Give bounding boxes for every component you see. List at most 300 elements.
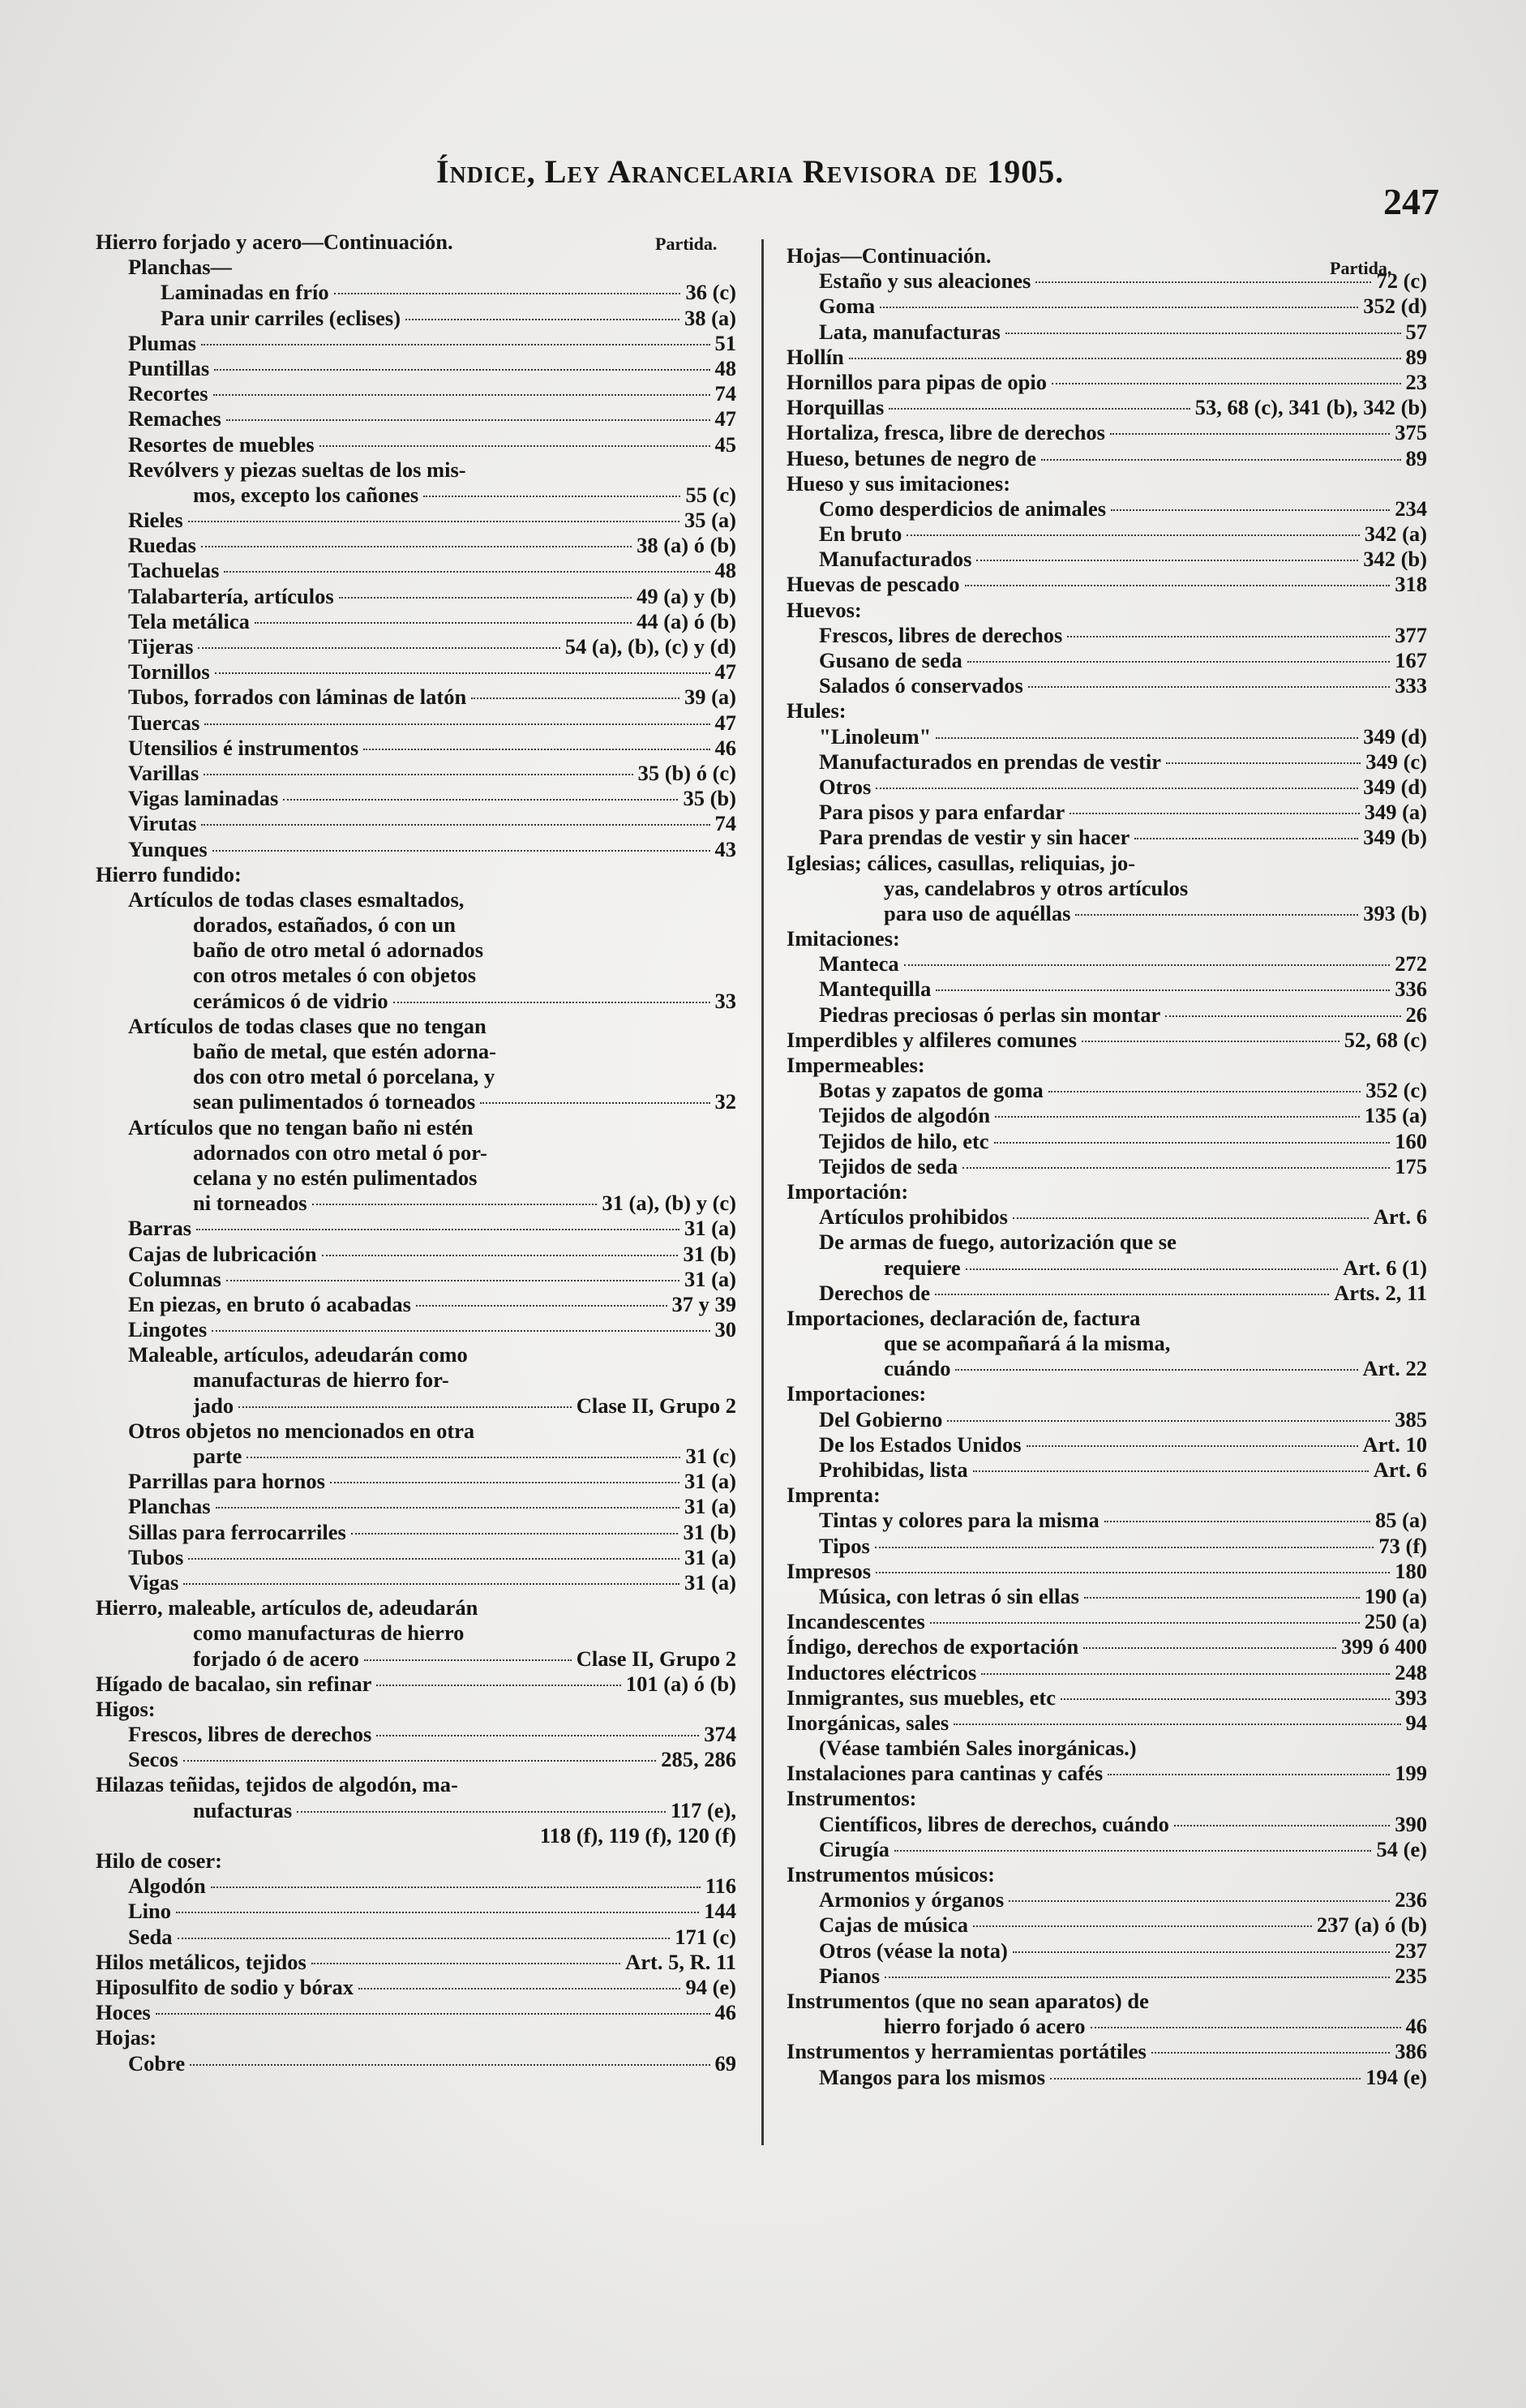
entry-label: yas, candelabros y otros artículos	[884, 875, 1189, 900]
index-entry	[96, 406, 736, 431]
dot-leader	[213, 394, 710, 396]
entry-partida-ref: 336	[1395, 977, 1427, 1002]
entry-label: Secos	[128, 1747, 178, 1772]
index-entry	[96, 1950, 736, 1975]
dot-leader	[364, 1659, 572, 1661]
index-entry	[96, 1722, 736, 1747]
entry-label: ni torneados	[193, 1191, 307, 1216]
entry-partida-ref: 73 (f)	[1378, 1533, 1427, 1558]
entry-label: Hueso, betunes de negro de	[787, 445, 1036, 470]
entry-label: Hilo de coser:	[96, 1848, 223, 1873]
entry-label: Para pisos y para enfardar	[819, 800, 1065, 825]
index-entry	[96, 1191, 736, 1216]
entry-partida-ref: 199	[1395, 1761, 1427, 1786]
column-divider	[761, 239, 764, 2145]
entry-label: Hules:	[787, 698, 847, 723]
index-entry	[96, 356, 736, 381]
entry-partida-ref: 399 ó 400	[1341, 1634, 1427, 1659]
entry-partida-ref: Art. 5, R. 11	[625, 1949, 736, 1974]
index-entry	[96, 1570, 736, 1595]
entry-label: Revólvers y piezas sueltas de los mis-	[128, 457, 466, 482]
index-entry	[96, 1140, 736, 1165]
page-number: 247	[1383, 181, 1439, 222]
entry-label: adornados con otro metal ó por-	[193, 1140, 487, 1165]
entry-label: Tejidos de algodón	[819, 1103, 991, 1128]
entry-partida-ref: 89	[1405, 445, 1427, 470]
dot-leader	[246, 1457, 680, 1458]
entry-label: Importaciones:	[787, 1381, 927, 1406]
entry-label: cerámicos ó de vidrio	[193, 988, 388, 1013]
index-entry	[96, 1520, 736, 1545]
entry-partida-ref: 180	[1395, 1558, 1427, 1583]
index-entry	[96, 609, 736, 634]
entry-label: con otros metales ó con objetos	[193, 963, 477, 988]
dot-leader	[319, 445, 710, 447]
index-entry	[787, 1204, 1427, 1230]
index-entry	[96, 1772, 736, 1797]
entry-partida-ref: 31 (a)	[684, 1494, 736, 1519]
index-entry	[787, 1154, 1427, 1179]
index-entry	[96, 1848, 736, 1874]
entry-label: Armonios y órganos	[819, 1887, 1005, 1912]
entry-label: Salados ó conservados	[819, 673, 1023, 698]
entry-label: para uso de aquéllas	[884, 900, 1071, 925]
dot-leader	[1165, 1015, 1400, 1017]
entry-label: Tijeras	[128, 634, 194, 659]
dot-leader	[393, 1002, 710, 1003]
index-entry	[787, 1078, 1427, 1103]
dot-leader	[880, 307, 1358, 308]
index-entry	[96, 1242, 736, 1267]
entry-partida-ref: 250 (a)	[1364, 1609, 1427, 1634]
entry-label: Instrumentos (que no sean aparatos) de	[787, 1988, 1149, 2013]
entry-partida-ref: Arts. 2, 11	[1334, 1280, 1427, 1305]
entry-label: Artículos de todas clases que no tengan	[128, 1013, 487, 1038]
entry-label: Planchas—	[128, 255, 233, 280]
entry-partida-ref: 31 (b)	[683, 1519, 736, 1544]
entry-label: Hornillos para pipas de opio	[787, 369, 1048, 394]
dot-leader	[1061, 1698, 1390, 1700]
dot-leader	[1104, 1521, 1370, 1522]
dot-leader	[330, 1482, 679, 1483]
entry-label: Lata, manufacturas	[819, 319, 1001, 344]
index-entry	[96, 1595, 736, 1620]
entry-partida-ref: 342 (a)	[1364, 522, 1427, 547]
index-entry	[787, 345, 1427, 370]
dot-leader	[1067, 636, 1390, 637]
dot-leader	[904, 964, 1391, 966]
entry-partida-ref: 47	[714, 659, 736, 685]
entry-label: Talabartería, artículos	[128, 583, 334, 608]
index-entry	[787, 598, 1427, 623]
dot-leader	[216, 1507, 679, 1509]
entry-label: (Véase también Sales inorgánicas.)	[819, 1736, 1137, 1761]
entry-label: Planchas	[128, 1494, 211, 1519]
entry-partida-ref: 47	[714, 406, 736, 431]
entry-partida-ref: 349 (d)	[1363, 774, 1427, 799]
index-entry	[787, 977, 1427, 1002]
index-entry	[96, 887, 736, 912]
entry-label: Imperdibles y alfileres comunes	[787, 1027, 1077, 1052]
dot-leader	[875, 1547, 1374, 1548]
entry-partida-ref: 94	[1405, 1710, 1427, 1735]
entry-partida-ref: 385	[1395, 1406, 1427, 1431]
dot-leader	[885, 1977, 1390, 1978]
entry-label: Hilos metálicos, tejidos	[96, 1949, 306, 1974]
entry-partida-ref: 349 (b)	[1363, 825, 1427, 850]
entry-label: Hierro forjado y acero—Continuación.	[96, 230, 453, 254]
index-entry	[96, 1747, 736, 1772]
dot-leader	[1151, 2052, 1390, 2054]
entry-label: Científicos, libres de derechos, cuándo	[819, 1811, 1169, 1836]
entry-partida-ref: 235	[1395, 1963, 1427, 1988]
entry-partida-ref: 47	[714, 710, 736, 735]
dot-leader	[212, 850, 710, 852]
entry-label: Impermeables:	[787, 1053, 925, 1077]
index-entry	[787, 1837, 1427, 1862]
entry-partida-ref: 57	[1405, 319, 1427, 344]
index-entry	[787, 698, 1427, 723]
index-entry	[96, 331, 736, 356]
entry-label: Gusano de seda	[819, 648, 962, 672]
index-entry	[787, 800, 1427, 825]
index-entry	[787, 1534, 1427, 1559]
index-entry	[96, 1216, 736, 1241]
index-entry	[787, 724, 1427, 749]
index-entry	[96, 483, 736, 508]
index-entry	[96, 786, 736, 811]
index-entry	[787, 1281, 1427, 1306]
entry-partida-ref: 194 (e)	[1365, 2064, 1427, 2089]
entry-partida-ref: 48	[714, 355, 736, 380]
entry-partida-ref: 35 (a)	[684, 508, 736, 533]
dot-leader	[947, 1420, 1390, 1422]
dot-leader	[211, 1886, 701, 1888]
index-entry	[96, 736, 736, 761]
entry-partida-ref: 89	[1405, 344, 1427, 369]
entry-label: Música, con letras ó sin ellas	[819, 1583, 1079, 1608]
entry-label: Iglesias; cálices, casullas, reliquias, jo-	[787, 850, 1136, 875]
entry-label: Algodón	[128, 1874, 206, 1899]
entry-partida-ref: 23	[1405, 369, 1427, 394]
index-entry	[96, 381, 736, 406]
entry-label: Instrumentos músicos:	[787, 1862, 995, 1886]
dot-leader	[955, 1369, 1357, 1371]
entry-label: Instrumentos:	[787, 1786, 917, 1811]
index-entry	[787, 572, 1427, 597]
index-entry	[787, 446, 1427, 471]
index-entry	[96, 1975, 736, 2000]
entry-label: Artículos que no tengan baño ni estén	[128, 1114, 474, 1140]
entry-partida-ref: 44 (a) ó (b)	[637, 608, 736, 633]
dot-leader	[995, 1116, 1360, 1118]
entry-partida-ref: Art. 6	[1373, 1457, 1427, 1482]
entry-label: forjado ó de acero	[193, 1646, 359, 1671]
index-entry	[787, 1660, 1427, 1685]
entry-partida-ref: Art. 22	[1362, 1356, 1427, 1381]
entry-partida-ref: 32	[714, 1089, 736, 1114]
index-entry	[96, 1646, 736, 1672]
index-entry	[787, 1609, 1427, 1634]
index-entry	[96, 1925, 736, 1950]
index-entry	[787, 1053, 1427, 1078]
index-entry	[96, 533, 736, 558]
dot-leader	[967, 661, 1391, 663]
entry-partida-ref: 175	[1395, 1153, 1427, 1178]
dot-leader	[156, 2013, 710, 2015]
entry-partida-ref: 46	[714, 2000, 736, 2025]
dot-leader	[876, 1572, 1390, 1573]
dot-leader	[255, 622, 632, 624]
index-entry	[787, 1381, 1427, 1406]
index-entry	[96, 558, 736, 583]
entry-partida-ref: 318	[1395, 572, 1427, 597]
dot-leader	[351, 1533, 679, 1535]
dot-leader	[1108, 1774, 1390, 1775]
entry-label: Manufacturados	[819, 547, 972, 572]
entry-partida-ref: 116	[705, 1874, 736, 1899]
dot-leader	[238, 1406, 572, 1408]
dot-leader	[973, 1925, 1312, 1927]
index-entry	[787, 1331, 1427, 1356]
index-entry	[787, 673, 1427, 698]
dot-leader	[981, 1673, 1390, 1675]
entry-label: Índigo, derechos de exportación	[787, 1634, 1079, 1659]
entry-label: Tejidos de seda	[819, 1153, 958, 1178]
dot-leader	[1013, 1217, 1369, 1219]
entry-partida-ref: 160	[1395, 1128, 1427, 1153]
index-entry	[96, 1469, 736, 1494]
dot-leader	[1134, 838, 1358, 839]
index-entry	[787, 1736, 1427, 1761]
index-entry	[787, 926, 1427, 951]
entry-label: "Linoleum"	[819, 723, 932, 749]
index-entry	[96, 280, 736, 305]
index-entry	[787, 395, 1427, 420]
entry-partida-ref: 49 (a) y (b)	[637, 583, 736, 608]
entry-label: Cirugía	[819, 1836, 889, 1861]
entry-label: Artículos prohibidos	[819, 1204, 1008, 1230]
entry-partida-ref: 352 (d)	[1363, 294, 1427, 319]
entry-partida-ref: 94 (e)	[685, 1974, 736, 1999]
index-entry	[787, 1457, 1427, 1483]
entry-partida-ref: 272	[1395, 951, 1427, 977]
index-entry	[787, 1432, 1427, 1457]
index-entry	[96, 1494, 736, 1519]
entry-label: Tubos	[128, 1544, 184, 1569]
index-entry	[787, 1761, 1427, 1786]
index-entry	[787, 1812, 1427, 1837]
entry-label: Tornillos	[128, 659, 210, 685]
index-entry	[787, 1356, 1427, 1381]
entry-partida-ref: 237	[1395, 1938, 1427, 1963]
dot-leader	[376, 1735, 699, 1736]
dot-leader	[363, 749, 709, 750]
entry-partida-ref: 135 (a)	[1364, 1103, 1427, 1128]
entry-partida-ref: 46	[1405, 2014, 1427, 2039]
index-entry	[787, 623, 1427, 648]
entry-partida-ref: 33	[714, 988, 736, 1013]
dot-leader	[480, 1102, 709, 1104]
entry-label: Del Gobierno	[819, 1406, 943, 1431]
entry-label: Prohibidas, lista	[819, 1457, 968, 1482]
dot-leader	[196, 1229, 679, 1230]
index-entry	[96, 508, 736, 533]
entry-label: Instrumentos y herramientas portátiles	[787, 2039, 1147, 2064]
index-entry	[96, 1444, 736, 1469]
entry-label: Para unir carriles (eclises)	[161, 305, 401, 330]
index-entry	[96, 1823, 736, 1848]
index-entry	[787, 496, 1427, 522]
index-entry	[787, 1710, 1427, 1736]
dot-leader	[198, 647, 559, 649]
index-entry	[96, 1697, 736, 1722]
entry-partida-ref: 38 (a)	[684, 305, 736, 330]
index-entry	[787, 749, 1427, 775]
entry-label: De armas de fuego, autorización que se	[819, 1230, 1177, 1255]
page-header-title: Índice, Ley Arancelaria Revisora de 1905.	[436, 153, 1065, 190]
dot-leader	[876, 788, 1358, 789]
entry-label: que se acompañará á la misma,	[884, 1331, 1171, 1356]
index-entry	[787, 1230, 1427, 1255]
entry-label: Lino	[128, 1899, 172, 1924]
dot-leader	[954, 1723, 1400, 1725]
index-entry	[787, 370, 1427, 395]
dot-leader	[312, 1204, 598, 1205]
index-entry	[96, 1115, 736, 1140]
entry-label: Goma	[819, 294, 876, 319]
index-entry	[787, 2065, 1427, 2090]
index-entry	[96, 811, 736, 836]
entry-label: Sillas para ferrocarriles	[128, 1519, 346, 1544]
dot-leader	[936, 737, 1358, 739]
index-entry	[96, 1317, 736, 1342]
index-entry	[96, 1064, 736, 1089]
entry-label: Manteca	[819, 951, 899, 977]
entry-label: Hortaliza, fresca, libre de derechos	[787, 420, 1105, 445]
entry-partida-ref: 386	[1395, 2039, 1427, 2064]
entry-partida-ref: 36 (c)	[685, 280, 736, 305]
entry-label: Inductores eléctricos	[787, 1659, 977, 1685]
dot-leader	[339, 597, 632, 599]
dot-leader	[1110, 433, 1390, 435]
entry-label: Pianos	[819, 1963, 881, 1988]
entry-partida-ref: 236	[1395, 1887, 1427, 1912]
index-entry	[96, 912, 736, 938]
entry-partida-ref: 375	[1395, 420, 1427, 445]
dot-leader	[962, 1167, 1390, 1169]
dot-leader	[212, 1330, 709, 1332]
index-entry	[96, 837, 736, 862]
index-entry	[787, 1912, 1427, 1938]
entry-partida-ref: 349 (a)	[1364, 800, 1427, 825]
entry-label: Tejidos de hilo, etc	[819, 1128, 989, 1153]
entry-partida-ref: 393 (b)	[1363, 900, 1427, 925]
entry-partida-ref: 26	[1405, 1002, 1427, 1027]
index-entry	[787, 775, 1427, 800]
entry-label: Hollín	[787, 344, 844, 369]
entry-label: Plumas	[128, 330, 196, 355]
index-entry	[787, 876, 1427, 901]
dot-leader	[215, 672, 710, 674]
entry-label: Impresos	[787, 1558, 872, 1583]
entry-label: Seda	[128, 1924, 173, 1949]
entry-partida-ref: 393	[1395, 1685, 1427, 1710]
entry-label: Horquillas	[787, 395, 885, 420]
entry-label: En bruto	[819, 522, 902, 547]
dot-leader	[1035, 281, 1371, 283]
entry-partida-ref: Art. 6	[1373, 1204, 1427, 1230]
dot-leader	[204, 723, 709, 725]
dot-leader	[471, 698, 679, 699]
entry-label: Hilazas teñidas, tejidos de algodón, ma-	[96, 1772, 458, 1797]
entry-label: requiere	[884, 1255, 961, 1280]
dot-leader	[965, 585, 1391, 586]
dot-leader	[226, 419, 710, 421]
dot-leader	[1027, 1445, 1358, 1447]
entry-partida-ref: 171 (c)	[675, 1924, 736, 1949]
index-entry	[96, 2000, 736, 2025]
entry-label: Hierro, maleable, artículos de, adeudarán	[96, 1595, 478, 1620]
index-entry	[787, 1103, 1427, 1128]
entry-label: Huevos:	[787, 597, 862, 622]
index-entry	[96, 761, 736, 786]
entry-label: Huevas de pescado	[787, 572, 960, 597]
index-entry	[787, 951, 1427, 977]
index-entry	[787, 1938, 1427, 1964]
entry-label: Inmigrantes, sus muebles, etc	[787, 1685, 1056, 1710]
entry-label: baño de otro metal ó adornados	[193, 938, 484, 963]
dot-leader	[1009, 1900, 1390, 1902]
dot-leader	[322, 1255, 679, 1256]
index-entry	[96, 938, 736, 963]
entry-partida-ref: 342 (b)	[1363, 547, 1427, 572]
entry-label: Varillas	[128, 760, 199, 785]
entry-partida-ref: 48	[714, 558, 736, 583]
entry-partida-ref: 31 (a)	[684, 1216, 736, 1241]
entry-partida-ref: Clase II, Grupo 2	[576, 1393, 736, 1418]
dot-leader	[201, 546, 632, 547]
entry-partida-ref: 31 (a)	[684, 1544, 736, 1569]
dot-leader	[1041, 459, 1401, 461]
index-entry	[787, 268, 1427, 294]
entry-partida-ref: 349 (c)	[1365, 749, 1427, 774]
index-entry	[787, 901, 1427, 926]
index-entry	[787, 2039, 1427, 2064]
entry-label: Imprenta:	[787, 1483, 881, 1508]
entry-partida-ref: 45	[714, 431, 736, 457]
entry-partida-ref: 390	[1395, 1811, 1427, 1836]
index-entry	[96, 1267, 736, 1292]
entry-label: Hueso y sus imitaciones:	[787, 470, 1011, 496]
index-entry	[96, 1620, 736, 1646]
dot-leader	[283, 799, 678, 801]
entry-label: Frescos, libres de derechos	[819, 622, 1063, 647]
entry-label: nufacturas	[193, 1797, 293, 1822]
entry-label: Incandescentes	[787, 1609, 925, 1634]
entry-partida-ref: 377	[1395, 622, 1427, 647]
entry-label: Tintas y colores para la misma	[819, 1508, 1099, 1533]
index-entry	[787, 851, 1427, 876]
index-entry	[787, 1989, 1427, 2014]
entry-label: Barras	[128, 1216, 192, 1241]
entry-label: Inorgánicas, sales	[787, 1710, 949, 1735]
entry-partida-ref: 69	[714, 2050, 736, 2075]
index-entry	[787, 1584, 1427, 1609]
index-entry	[787, 825, 1427, 850]
entry-partida-ref: 74	[714, 381, 736, 406]
entry-label: Importaciones, declaración de, factura	[787, 1305, 1141, 1330]
